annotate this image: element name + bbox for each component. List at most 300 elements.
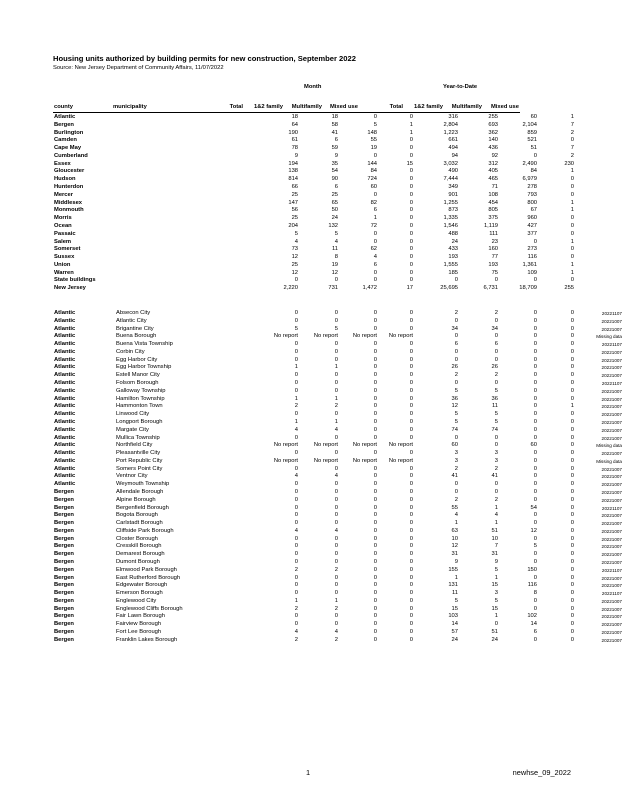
value-cell: 2	[454, 310, 458, 316]
detail-row	[53, 536, 622, 544]
value-cell: 0	[409, 184, 414, 191]
value-cell: 23	[491, 238, 499, 245]
value-cell: 109	[527, 269, 538, 276]
value-cell: 0	[570, 372, 574, 379]
value-cell: 0	[409, 597, 413, 604]
value-cell: 873	[448, 207, 459, 214]
value-cell: 17	[406, 285, 414, 292]
value-cell: 0	[334, 574, 338, 581]
value-cell: 2	[334, 403, 338, 410]
value-cell: 0	[533, 481, 537, 488]
value-cell: 25	[291, 215, 299, 222]
value-cell: 140	[488, 137, 499, 144]
value-cell: 0	[494, 348, 498, 355]
value-cell: 2,490	[522, 160, 538, 167]
value-cell: 0	[294, 372, 298, 379]
county-cell: Hunterdon	[54, 184, 84, 191]
value-cell: 0	[373, 269, 378, 276]
value-cell: 4	[294, 473, 298, 480]
value-cell: 0	[570, 457, 574, 464]
value-cell: 0	[373, 380, 377, 387]
value-cell: 116	[527, 582, 537, 589]
value-cell: 132	[328, 222, 339, 229]
value-cell: 36	[451, 395, 458, 402]
value-cell: 0	[294, 520, 298, 527]
value-cell: 0	[570, 176, 575, 183]
summary-row	[53, 137, 574, 145]
value-cell: 1	[373, 215, 378, 222]
value-cell: 454	[488, 199, 499, 206]
value-cell: 66	[291, 184, 299, 191]
value-cell: 0	[570, 590, 574, 597]
value-cell: 490	[448, 168, 459, 175]
value-cell: 0	[334, 356, 338, 363]
value-cell: 19	[331, 261, 339, 268]
date-cell: 20221007	[601, 598, 622, 604]
county-cell: Atlantic	[54, 356, 76, 363]
value-cell: 3	[494, 457, 498, 464]
date-cell: 20221107	[601, 567, 622, 573]
value-cell: 0	[533, 310, 537, 316]
summary-row	[53, 231, 574, 239]
date-cell: Missing data	[596, 443, 622, 449]
county-cell: Burlington	[54, 129, 84, 136]
value-cell: 0	[533, 380, 537, 387]
municipality-cell: Allendale Borough	[116, 488, 164, 495]
detail-row	[53, 349, 622, 357]
value-cell: 60	[370, 184, 378, 191]
value-cell: 0	[533, 473, 537, 480]
county-cell: New Jersey	[54, 285, 86, 292]
value-cell: 0	[334, 621, 338, 628]
value-cell: 1	[570, 207, 575, 214]
value-cell: 4	[334, 473, 338, 480]
value-cell: 0	[533, 348, 537, 355]
summary-row	[53, 239, 574, 247]
value-cell: 0	[294, 590, 298, 597]
value-cell: 4	[294, 527, 298, 534]
municipality-cell: Hammonton Town	[116, 403, 163, 410]
value-cell: 0	[454, 348, 458, 355]
municipality-cell: Mullica Township	[116, 434, 160, 441]
col-county: county	[54, 104, 74, 110]
county-cell: Bergen	[54, 613, 74, 620]
value-cell: 1,335	[443, 215, 459, 222]
detail-row	[53, 341, 622, 349]
value-cell: 0	[294, 434, 298, 441]
value-cell: 57	[451, 629, 458, 636]
detail-row	[53, 442, 622, 450]
value-cell: 0	[373, 434, 377, 441]
county-cell: Atlantic	[54, 418, 76, 425]
date-cell: 20221007	[601, 513, 622, 519]
value-cell: 58	[331, 121, 339, 128]
value-cell: 0	[294, 310, 298, 316]
value-cell: 50	[331, 207, 339, 214]
date-cell: 20221007	[601, 365, 622, 371]
value-cell: 362	[488, 129, 499, 136]
value-cell: No report	[352, 333, 377, 340]
value-cell: 901	[448, 191, 459, 198]
value-cell: 0	[570, 512, 574, 519]
date-cell: 20221007	[601, 451, 622, 457]
value-cell: 7,444	[443, 176, 459, 183]
county-cell: Bergen	[54, 504, 74, 511]
value-cell: 0	[570, 488, 574, 495]
value-cell: 0	[334, 348, 338, 355]
date-cell: 20221007	[601, 412, 622, 418]
county-cell: Union	[54, 261, 71, 268]
summary-row	[53, 114, 574, 122]
value-cell: 62	[370, 246, 378, 253]
value-cell: 0	[334, 613, 338, 620]
value-cell: 0	[570, 395, 574, 402]
value-cell: 0	[373, 496, 377, 503]
detail-row	[53, 450, 622, 458]
value-cell: No report	[273, 457, 298, 464]
date-cell: 20221007	[601, 349, 622, 355]
value-cell: 0	[334, 481, 338, 488]
value-cell: 0	[373, 230, 378, 237]
municipality-cell: Demarest Borough	[116, 551, 165, 558]
value-cell: 116	[527, 254, 538, 261]
value-cell: 0	[373, 348, 377, 355]
date-cell: 20221007	[601, 404, 622, 410]
date-cell: 20221007	[601, 419, 622, 425]
value-cell: 0	[409, 512, 413, 519]
value-cell: 0	[409, 145, 414, 152]
county-cell: Atlantic	[54, 411, 76, 418]
value-cell: 521	[527, 137, 538, 144]
value-cell: 24	[451, 238, 459, 245]
value-cell: 0	[409, 590, 413, 597]
value-cell: 193	[488, 261, 499, 268]
county-summary-table	[53, 114, 574, 293]
value-cell: 1	[494, 574, 498, 581]
value-cell: 9	[294, 152, 299, 159]
value-cell: 0	[533, 325, 537, 332]
value-cell: 0	[409, 551, 413, 558]
value-cell: 111	[489, 230, 499, 237]
value-cell: 0	[334, 590, 338, 597]
value-cell: 0	[409, 418, 413, 425]
county-cell: Bergen	[54, 559, 74, 565]
value-cell: 6	[494, 341, 498, 348]
detail-row	[53, 318, 622, 326]
summary-row	[53, 168, 574, 176]
value-cell: 0	[373, 543, 377, 550]
value-cell: 60	[530, 114, 538, 120]
value-cell: 204	[288, 222, 299, 229]
value-cell: 0	[494, 277, 499, 284]
detail-row	[53, 388, 622, 396]
value-cell: 6	[454, 341, 458, 348]
value-cell: 0	[533, 496, 537, 503]
value-cell: 0	[454, 380, 458, 387]
value-cell: 0	[409, 364, 413, 371]
value-cell: 0	[409, 246, 414, 253]
value-cell: 0	[494, 317, 498, 324]
value-cell: 14	[530, 621, 537, 628]
value-cell: 0	[570, 230, 575, 237]
value-cell: 2,220	[283, 285, 299, 292]
value-cell: 0	[373, 114, 378, 120]
value-cell: 94	[451, 152, 459, 159]
county-cell: Bergen	[54, 597, 74, 604]
value-cell: 0	[454, 333, 458, 340]
value-cell: 1	[334, 395, 338, 402]
county-cell: Bergen	[54, 621, 74, 628]
report-title: Housing units authorized by building permits for new construction, September 2022	[53, 54, 356, 63]
value-cell: 147	[288, 199, 299, 206]
value-cell: 0	[409, 387, 413, 394]
value-cell: 0	[373, 473, 377, 480]
value-cell: 1	[570, 238, 575, 245]
value-cell: 6	[373, 207, 378, 214]
county-cell: Sussex	[54, 254, 75, 261]
date-cell: 20221007	[601, 637, 622, 643]
value-cell: 10	[451, 535, 458, 542]
value-cell: 51	[530, 145, 538, 152]
value-cell: 4	[454, 512, 458, 519]
value-cell: 2,104	[522, 121, 538, 128]
value-cell: 0	[570, 473, 574, 480]
value-cell: 6,731	[483, 285, 499, 292]
value-cell: 0	[533, 395, 537, 402]
value-cell: 0	[533, 411, 537, 418]
value-cell: 0	[334, 411, 338, 418]
county-cell: Bergen	[54, 520, 74, 527]
municipality-cell: Brigantine City	[116, 325, 154, 332]
value-cell: 0	[454, 356, 458, 363]
value-cell: 0	[373, 277, 378, 284]
municipality-cell: Weymouth Township	[116, 481, 170, 488]
value-cell: 0	[570, 613, 574, 620]
detail-row	[53, 598, 622, 606]
value-cell: 0	[570, 636, 574, 643]
value-cell: 41	[491, 473, 498, 480]
county-cell: Atlantic	[54, 387, 76, 394]
county-cell: Warren	[54, 269, 74, 276]
value-cell: 0	[570, 364, 574, 371]
municipality-cell: Franklin Lakes Borough	[116, 636, 178, 643]
col-mixed-use: Mixed use	[329, 104, 358, 110]
value-cell: 7	[494, 543, 498, 550]
value-cell: 185	[448, 269, 459, 276]
municipality-cell: Port Republic City	[116, 457, 163, 464]
value-cell: No report	[313, 457, 338, 464]
value-cell: 0	[570, 481, 574, 488]
value-cell: 0	[373, 450, 377, 457]
summary-row	[53, 176, 574, 184]
value-cell: No report	[273, 442, 298, 449]
value-cell: 0	[373, 356, 377, 363]
date-cell: 20221007	[601, 318, 622, 324]
date-cell: 20221007	[601, 326, 622, 332]
col-multifamily: Multifamily	[291, 104, 322, 110]
municipality-cell: Alpine Borough	[116, 496, 156, 503]
value-cell: 793	[527, 191, 538, 198]
value-cell: 488	[448, 230, 459, 237]
value-cell: 0	[373, 465, 377, 472]
value-cell: 1	[494, 504, 498, 511]
value-cell: 0	[294, 465, 298, 472]
detail-row	[53, 473, 622, 481]
value-cell: 0	[570, 317, 574, 324]
value-cell: 92	[491, 152, 499, 159]
value-cell: 0	[334, 387, 338, 394]
value-cell: 0	[494, 333, 498, 340]
value-cell: 800	[527, 199, 538, 206]
value-cell: 5	[454, 411, 458, 418]
value-cell: 4	[334, 238, 339, 245]
summary-row	[53, 277, 574, 285]
value-cell: 0	[570, 520, 574, 527]
county-cell: Ocean	[54, 222, 72, 229]
date-cell: 20221007	[601, 630, 622, 636]
value-cell: 377	[527, 230, 538, 237]
value-cell: 0	[454, 434, 458, 441]
value-cell: 5	[373, 121, 378, 128]
county-cell: Bergen	[54, 605, 74, 612]
county-cell: Middlesex	[54, 199, 83, 206]
value-cell: 2	[294, 403, 298, 410]
value-cell: 11	[451, 590, 458, 597]
value-cell: 255	[564, 285, 575, 292]
value-cell: 5	[494, 387, 498, 394]
value-cell: 3	[494, 590, 498, 597]
detail-row	[53, 333, 622, 341]
value-cell: 255	[488, 114, 499, 120]
value-cell: 75	[491, 269, 499, 276]
county-cell: Atlantic	[54, 333, 76, 340]
value-cell: 0	[533, 356, 537, 363]
value-cell: 0	[334, 488, 338, 495]
value-cell: 0	[373, 395, 377, 402]
value-cell: 0	[533, 418, 537, 425]
municipality-cell: Carlstadt Borough	[116, 520, 163, 527]
value-cell: 0	[533, 597, 537, 604]
value-cell: 0	[294, 582, 298, 589]
value-cell: 0	[409, 269, 414, 276]
county-cell: Cumberland	[54, 152, 88, 159]
value-cell: 0	[373, 605, 377, 612]
detail-row	[53, 427, 622, 435]
value-cell: 0	[570, 325, 574, 332]
value-cell: 1,361	[522, 261, 538, 268]
col-municipality: municipality	[113, 104, 147, 110]
value-cell: 74	[451, 426, 458, 433]
value-cell: 1,555	[443, 261, 459, 268]
municipality-cell: Atlantic City	[116, 317, 147, 324]
value-cell: 0	[373, 364, 377, 371]
detail-row	[53, 575, 622, 583]
value-cell: 5	[454, 597, 458, 604]
summary-row	[53, 122, 574, 130]
value-cell: 7	[570, 145, 575, 152]
value-cell: 0	[409, 356, 413, 363]
value-cell: 0	[409, 348, 413, 355]
value-cell: 61	[291, 137, 299, 144]
month-group-header: Month	[304, 84, 322, 90]
detail-row	[53, 435, 622, 443]
value-cell: 0	[373, 488, 377, 495]
county-cell: Morris	[54, 215, 72, 222]
value-cell: 0	[533, 152, 538, 159]
value-cell: 138	[288, 168, 299, 175]
value-cell: 2	[294, 605, 298, 612]
value-cell: 0	[409, 317, 413, 324]
value-cell: 0	[409, 261, 414, 268]
value-cell: 0	[494, 621, 498, 628]
value-cell: 1	[570, 168, 575, 175]
value-cell: 0	[294, 380, 298, 387]
detail-row	[53, 489, 622, 497]
value-cell: 0	[570, 246, 575, 253]
municipality-cell: Absecon City	[116, 310, 151, 316]
value-cell: 0	[533, 333, 537, 340]
value-cell: 1	[454, 520, 458, 527]
value-cell: 0	[334, 543, 338, 550]
date-cell: 20221007	[601, 357, 622, 363]
county-cell: Atlantic	[54, 310, 76, 316]
value-cell: 1,223	[443, 129, 459, 136]
value-cell: 0	[533, 488, 537, 495]
value-cell: 0	[570, 465, 574, 472]
value-cell: 31	[491, 551, 498, 558]
county-cell: Atlantic	[54, 473, 76, 480]
value-cell: 375	[488, 215, 499, 222]
value-cell: 859	[527, 129, 538, 136]
value-cell: 0	[373, 535, 377, 542]
value-cell: 67	[530, 207, 538, 214]
value-cell: 0	[334, 310, 338, 316]
county-cell: Atlantic	[54, 325, 76, 332]
value-cell: 0	[409, 114, 414, 120]
value-cell: 2	[494, 372, 498, 379]
value-cell: 731	[328, 285, 339, 292]
value-cell: 805	[488, 207, 499, 214]
file-name: newhse_09_2022	[512, 768, 571, 777]
value-cell: 0	[334, 317, 338, 324]
value-cell: 0	[533, 465, 537, 472]
municipality-cell: Edgewater Borough	[116, 582, 168, 589]
date-cell: 20221007	[601, 396, 622, 402]
value-cell: 0	[570, 582, 574, 589]
county-cell: Atlantic	[54, 481, 76, 488]
county-cell: Bergen	[54, 629, 74, 636]
value-cell: 24	[451, 636, 458, 643]
value-cell: 0	[570, 597, 574, 604]
value-cell: 0	[533, 434, 537, 441]
value-cell: 18,709	[519, 285, 538, 292]
value-cell: 84	[370, 168, 378, 175]
value-cell: 0	[409, 411, 413, 418]
value-cell: 0	[409, 325, 413, 332]
value-cell: 0	[533, 277, 538, 284]
value-cell: 0	[570, 434, 574, 441]
value-cell: 41	[331, 129, 339, 136]
value-cell: 2	[494, 310, 498, 316]
value-cell: 15	[451, 605, 458, 612]
value-cell: 0	[373, 512, 377, 519]
detail-row	[53, 403, 622, 411]
value-cell: 0	[373, 520, 377, 527]
value-cell: 0	[373, 621, 377, 628]
value-cell: 0	[373, 238, 378, 245]
county-cell: Atlantic	[54, 403, 76, 410]
value-cell: 36	[491, 395, 498, 402]
